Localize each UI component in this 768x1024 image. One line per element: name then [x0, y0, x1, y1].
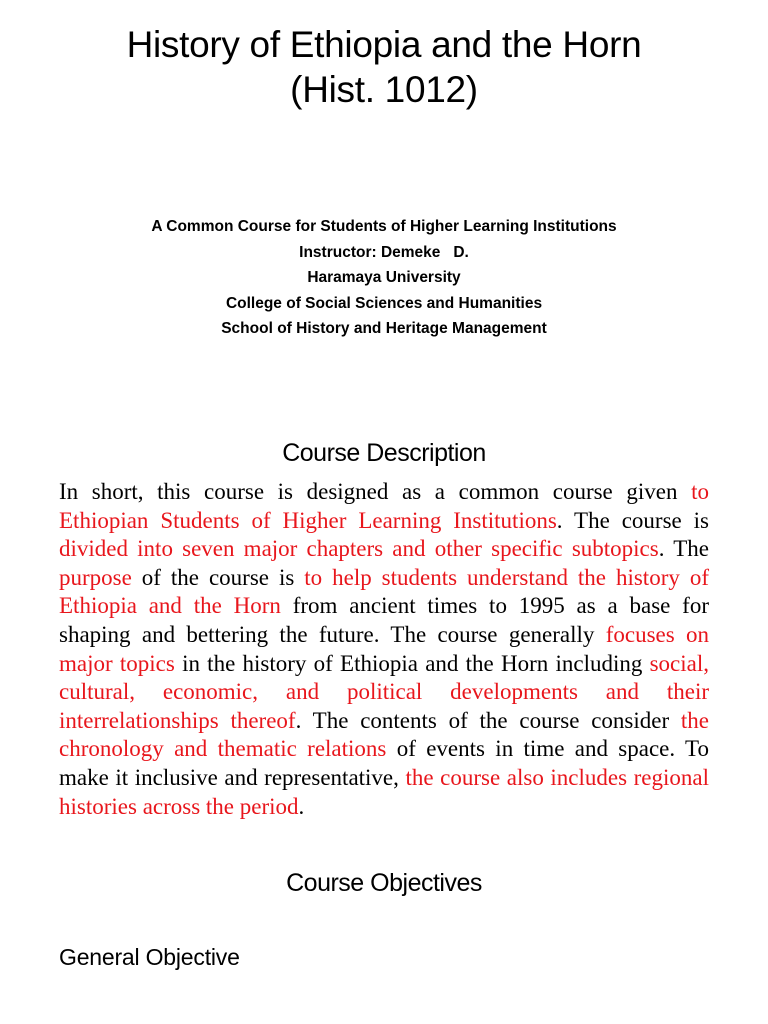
title-line-2: (Hist. 1012): [290, 69, 478, 110]
university-line: Haramaya University: [307, 269, 461, 286]
instructor-line: Instructor: Demeke D.: [299, 243, 469, 261]
body-text: of the course is: [131, 564, 305, 590]
highlighted-text: divided into seven major chapters and other specific subtopics: [59, 536, 659, 562]
course-objectives-heading: Course Objectives: [286, 869, 482, 897]
document-title: [0, 22, 768, 112]
course-type-line: A Common Course for Students of Higher Learning Institutions: [151, 218, 617, 235]
body-text: of events in time and space. To make it inclusive and representative,: [59, 736, 709, 790]
course-description-heading: Course Description: [282, 439, 486, 467]
highlighted-text: the chronology and thematic relations: [59, 707, 709, 762]
general-objective-heading: General Objective: [59, 944, 240, 970]
course-description-paragraph: [59, 478, 709, 821]
title-line-1: History of Ethiopia and the Horn: [126, 24, 642, 65]
body-text: in the history of Ethiopia and the Horn including: [174, 650, 650, 676]
highlighted-text: purpose: [59, 564, 132, 590]
college-line: College of Social Sciences and Humanities: [225, 294, 543, 312]
highlighted-text: focuses on major topics: [59, 621, 709, 676]
body-text: In short, this course is designed as a common course given: [59, 479, 692, 504]
body-text: . The course is: [556, 507, 709, 533]
highlighted-text: to help students understand the history of Ethiopia and the Horn: [59, 564, 709, 619]
school-line: School of History and Heritage Management: [221, 320, 547, 337]
body-text: from ancient times to 1995 as a base for shaping and bettering the future. The course generally: [59, 593, 709, 647]
course-info-block: [0, 214, 768, 342]
highlighted-text: the course also includes regional histories across the period: [59, 764, 709, 819]
body-text: . The contents of the course consider: [295, 707, 681, 733]
body-text: .: [298, 793, 305, 819]
highlighted-text: social, cultural, economic, and political developments and their interrelationships thereof: [59, 650, 709, 733]
body-text: . The: [658, 536, 709, 562]
highlighted-text: to Ethiopian Students of Higher Learning Institutions: [59, 479, 709, 533]
